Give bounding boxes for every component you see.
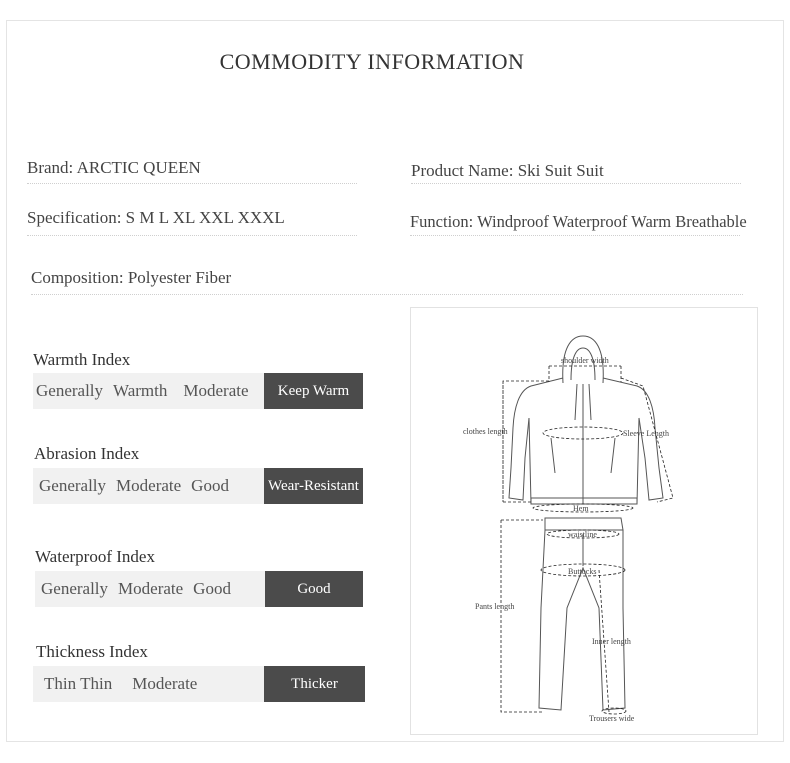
product-name-text: Product Name: Ski Suit Suit xyxy=(411,161,604,180)
thickness-index-title: Thickness Index xyxy=(36,642,148,661)
scale-label: Generally xyxy=(39,476,107,495)
clothes-length-label: clothes length xyxy=(463,427,508,436)
hem-label: Hem xyxy=(573,504,589,513)
scale-label: Good xyxy=(191,476,229,495)
scale-label: Good xyxy=(193,579,231,598)
scale-label: Moderate xyxy=(132,674,198,693)
warmth-index-selected: Keep Warm xyxy=(264,373,363,409)
ski-suit-illustration xyxy=(411,308,759,736)
page-title: COMMODITY INFORMATION xyxy=(219,49,525,74)
divider xyxy=(411,183,741,184)
waistline-label: waistline xyxy=(568,530,597,539)
thickness-index-bar xyxy=(33,666,365,702)
scale-label: Moderate xyxy=(183,381,249,400)
abrasion-index-scale xyxy=(39,468,239,504)
scale-label: Generally xyxy=(41,579,109,598)
scale-label: Thin xyxy=(80,674,113,693)
waterproof-index-title: Waterproof Index xyxy=(35,547,155,566)
divider xyxy=(31,294,743,295)
buttocks-label: Buttocks xyxy=(568,567,597,576)
divider xyxy=(27,235,357,236)
sleeve-length-label: Sleeve Length xyxy=(623,429,669,438)
thickness-index-selected: Thicker xyxy=(264,666,365,702)
scale-label: Moderate xyxy=(118,579,184,598)
divider xyxy=(27,183,357,184)
trousers-wide-label: Trousers wide xyxy=(589,714,635,723)
waterproof-index-scale xyxy=(41,571,241,607)
size-diagram xyxy=(410,307,758,735)
scale-label: Generally xyxy=(36,381,104,400)
jacket-left-sleeve xyxy=(509,378,563,500)
abrasion-index-selected: Wear-Resistant xyxy=(264,468,363,504)
abrasion-index-title: Abrasion Index xyxy=(34,444,140,463)
scale-label: Warmth xyxy=(113,381,168,400)
inner-length-label: Inner length xyxy=(592,637,631,646)
scale-label: Thin xyxy=(44,674,77,693)
pants-waistband xyxy=(545,518,623,530)
brand-text: Brand: ARCTIC QUEEN xyxy=(27,158,201,177)
warmth-index-bar xyxy=(33,373,363,409)
abrasion-index-bar xyxy=(33,468,363,504)
specification-text: Specification: S M L XL XXL XXXL xyxy=(27,208,285,227)
scale-label: Moderate xyxy=(116,476,182,495)
divider xyxy=(410,235,740,236)
thickness-index-scale xyxy=(44,666,207,702)
pants-length-label: Pants length xyxy=(475,602,515,611)
pants-outline xyxy=(539,530,625,710)
composition-text: Composition: Polyester Fiber xyxy=(31,268,232,287)
waterproof-index-bar xyxy=(35,571,363,607)
function-text: Function: Windproof Waterproof Warm Breathable xyxy=(410,212,747,231)
warmth-index-scale xyxy=(36,373,259,409)
pants-length-guide xyxy=(501,520,543,712)
jacket-right-sleeve xyxy=(603,378,663,500)
waterproof-index-selected: Good xyxy=(265,571,363,607)
shoulder-width-label: shoulder width xyxy=(561,356,609,365)
warmth-index-title: Warmth Index xyxy=(33,350,131,369)
